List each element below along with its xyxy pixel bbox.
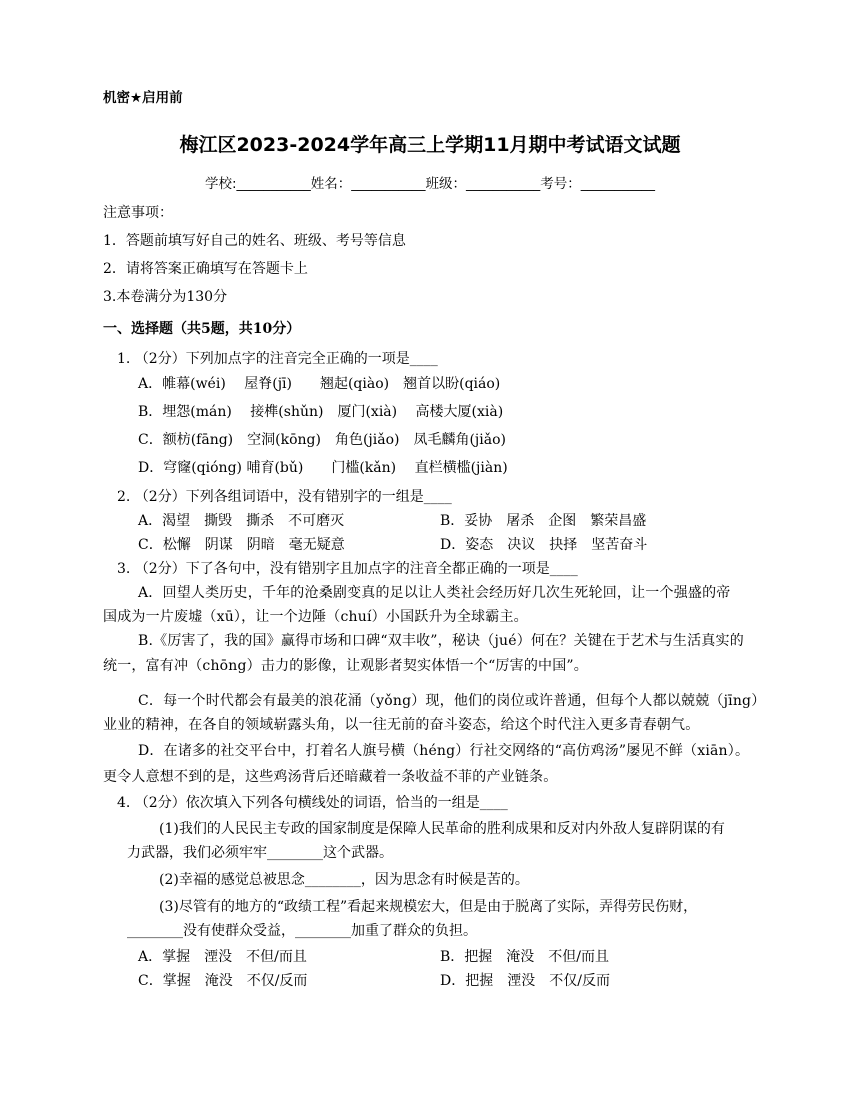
question-2-option-a: A．渴望 撕毁 撕杀 不可磨灭	[138, 513, 345, 529]
question-3-line: 统一，富有冲（chōng）击力的影像，让观影者契实体悟一个“厉害的中国”。	[103, 658, 588, 674]
question-4-option-d: D．把握 湮没 不仅/反而	[440, 973, 610, 989]
question-4-option-a: A．掌握 湮没 不但/而且	[138, 949, 307, 965]
question-2-option-c: C．松懈 阴谋 阴暗 毫无疑意	[138, 537, 345, 553]
question-3-line: C．每一个时代都会有最美的浪花涌（yǒng）现，他们的岗位或许普通，但每个人都以兢兢（jīng）	[138, 693, 766, 709]
notes-heading: 注意事项：	[103, 205, 173, 221]
question-1-option-a: A．帷幕(wéi) 屋脊(jī) 翘起(qiào) 翘首以盼(qiáo)	[138, 376, 501, 392]
question-2-stem: 2. （2分）下列各组词语中，没有错别字的一组是____	[117, 489, 452, 505]
question-2-option-b: B．妥协 屠杀 企图 繁荣昌盛	[440, 513, 647, 529]
question-3-line: B.《厉害了，我的国》赢得市场和口碑“双丰收”，秘诀（jué）何在？关键在于艺术与生活真实的	[138, 633, 744, 649]
question-4-sentence: ________没有使群众受益，________加重了群众的负担。	[127, 923, 477, 939]
question-3-line: 国成为一片废墟（xū），让一个边陲（chuí）小国跃升为全球霸主。	[103, 609, 528, 625]
question-3-line: D．在诸多的社交平台中，打着名人旗号横（héng）行社交网络的“高仿鸡汤”屡见不鲜（xiān）。	[138, 743, 750, 759]
question-4-sentence: 力武器，我们必须牢牢________这个武器。	[127, 845, 393, 861]
question-1-option-d: D．穹窿(qióng) 哺育(bǔ) 门槛(kǎn) 直栏横槛(jiàn)	[138, 460, 508, 476]
question-1-stem: 1. （2分）下列加点字的注音完全正确的一项是____	[117, 351, 438, 367]
question-1-option-c: C．额枋(fāng) 空洞(kōng) 角色(jiǎo) 凤毛麟角(jiǎo)	[138, 432, 506, 448]
question-1-option-b: B．埋怨(mán) 接榫(shǔn) 厦门(xià) 高楼大厦(xià)	[138, 404, 504, 420]
question-3-line: A．回望人类历史，千年的沧桑剧变真的足以让人类社会经历好几次生死轮回，让一个强盛的帝	[138, 585, 731, 601]
question-3-line: 更令人意想不到的是，这些鸡汤背后还暗藏着一条收益不菲的产业链条。	[103, 769, 558, 785]
confidential-label: 机密★启用前	[103, 90, 183, 106]
question-3-stem: 3. （2分）下了各句中，没有错别字且加点字的注音全都正确的一项是____	[117, 561, 578, 577]
section-heading: 一、选择题（共5题，共10分）	[103, 321, 301, 337]
question-3-line: 业业的精神，在各自的领域崭露头角，以一往无前的奋斗姿态，给这个时代注入更多青春朝气。	[103, 717, 700, 733]
note-item: 1．答题前填写好自己的姓名、班级、考号等信息	[103, 233, 406, 249]
question-4-sentence: (1)我们的人民民主专政的国家制度是保障人民革命的胜利成果和反对内外敌人复辟阴谋的有	[159, 821, 725, 837]
student-info-line: 学校:___________姓名：___________班级：___________考号：___________	[204, 176, 656, 192]
question-4-sentence: (2)幸福的感觉总被思念________，因为思念有时候是苦的。	[159, 872, 529, 888]
question-4-option-b: B．把握 淹没 不但/而且	[440, 949, 610, 965]
question-2-option-d: D．姿态 决议 抉择 坚苦奋斗	[440, 537, 648, 553]
question-4-option-c: C．掌握 淹没 不仅/反而	[138, 973, 308, 989]
page-title: 梅江区2023-2024学年高三上学期11月期中考试语文试题	[179, 134, 681, 156]
note-item: 3.本卷满分为130分	[103, 289, 228, 305]
note-item: 2．请将答案正确填写在答题卡上	[103, 261, 308, 277]
question-4-sentence: (3)尽管有的地方的“政绩工程”看起来规模宏大，但是由于脱离了实际，弄得劳民伤财，	[159, 899, 698, 915]
question-4-stem: 4. （2分）依次填入下列各句横线处的词语，恰当的一组是____	[117, 795, 508, 811]
